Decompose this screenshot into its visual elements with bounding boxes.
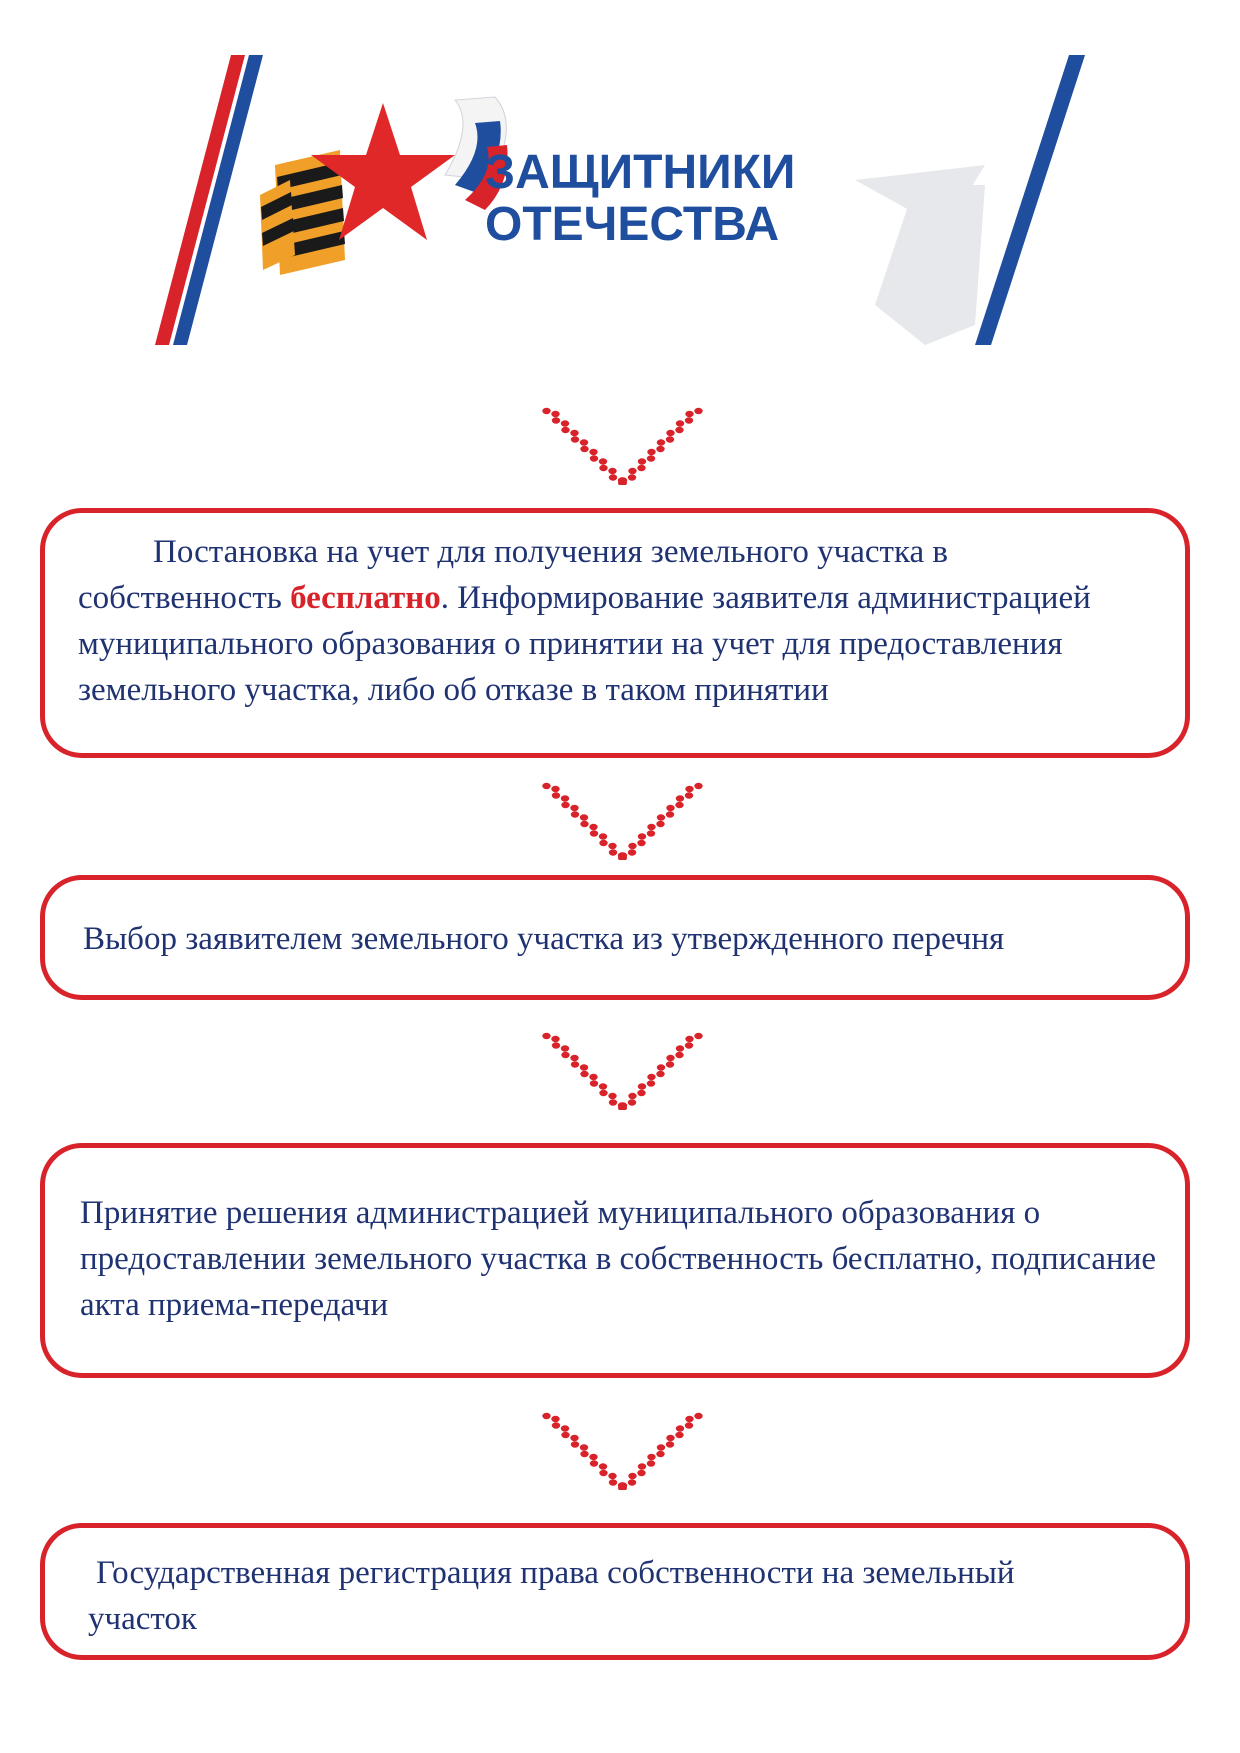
chevron-dot (637, 1090, 645, 1096)
chevron-dot (589, 1074, 597, 1080)
chevron-dot (666, 805, 674, 811)
chevron-dot (685, 1422, 693, 1428)
chevron-dot (666, 430, 674, 436)
chevron-dot (685, 417, 693, 423)
chevron-dot (561, 427, 569, 433)
chevron-dot (657, 814, 665, 820)
chevron-dot (628, 1099, 636, 1105)
left-blue-stripe (173, 55, 263, 345)
chevron-dot (571, 436, 579, 442)
chevron-dot (675, 1052, 683, 1058)
chevron-dot (580, 1064, 588, 1070)
chevron-dot (580, 1071, 588, 1077)
chevron-dot (609, 474, 617, 480)
chevron-dot (570, 805, 578, 811)
step-1-highlight: бесплатно (290, 580, 441, 616)
chevron-dot (656, 821, 664, 827)
chevron-dot (599, 1463, 607, 1469)
step-3-text: Принятие решения администрацией муниципального образования о предоставлении земельного участка в собственность бесплатно, подписание акта приема-передачи (80, 1195, 1157, 1323)
chevron-dot (657, 1064, 665, 1070)
chevron-dot (599, 840, 607, 846)
chevron-dot (685, 1042, 693, 1048)
chevron-dot (676, 420, 684, 426)
chevron-dot (694, 783, 702, 789)
chevron-dot (570, 1055, 578, 1061)
chevron-dot (552, 792, 560, 798)
logo-banner (155, 55, 1090, 345)
chevron-dot (628, 474, 636, 480)
chevron-dot (542, 408, 550, 414)
chevron-dot (638, 1083, 646, 1089)
chevron-dot (694, 1033, 702, 1039)
chevron-dot (647, 449, 655, 455)
chevron-dot (609, 1099, 617, 1105)
chevron-dot (676, 795, 684, 801)
chevron-dot (685, 1036, 693, 1042)
chevron-dot (656, 1071, 664, 1077)
chevron-dot (608, 468, 616, 474)
chevron-dot (666, 811, 674, 817)
chevron-dot (666, 1061, 674, 1067)
chevron-dot (638, 833, 646, 839)
chevron-dot (542, 1033, 550, 1039)
right-blue-stripe (975, 55, 1085, 345)
chevron-dot (552, 417, 560, 423)
chevron-dot (561, 1425, 569, 1431)
chevron-dot (542, 783, 550, 789)
chevron-dot (580, 814, 588, 820)
chevron-dot (599, 833, 607, 839)
chevron-dot (609, 1479, 617, 1485)
chevron-dot (580, 1451, 588, 1457)
chevron-dot (638, 458, 646, 464)
chevron-dot (657, 1444, 665, 1450)
chevron-dot (580, 439, 588, 445)
chevron-dot (589, 1454, 597, 1460)
chevron-dot (608, 1093, 616, 1099)
chevron-dot (599, 1083, 607, 1089)
chevron-dot (666, 1441, 674, 1447)
chevron-dot (561, 420, 569, 426)
chevron-dot (552, 1422, 560, 1428)
chevron-dot (656, 1451, 664, 1457)
chevron-dot (628, 468, 636, 474)
chevron-dot (551, 1036, 559, 1042)
chevron-dot (590, 1080, 598, 1086)
chevron-dot (676, 1045, 684, 1051)
chevron-dot (647, 1080, 655, 1086)
chevron-dot (570, 430, 578, 436)
chevron-dot (580, 446, 588, 452)
down-chevron-icon (540, 405, 705, 485)
chevron-dot (628, 1479, 636, 1485)
chevron-dot (628, 849, 636, 855)
logo-title-line2: ОТЕЧЕСТВА (485, 198, 780, 251)
chevron-dot (561, 795, 569, 801)
chevron-dot (590, 830, 598, 836)
chevron-dot (675, 427, 683, 433)
chevron-dot (599, 1090, 607, 1096)
chevron-dot (647, 824, 655, 830)
chevron-dot (628, 843, 636, 849)
step-2-text: Выбор заявителем земельного участка из утвержденного перечня (83, 921, 1005, 957)
chevron-dot (675, 802, 683, 808)
chevron-dot (685, 411, 693, 417)
left-red-stripe (155, 55, 245, 345)
chevron-dot (551, 786, 559, 792)
step-box-4 (40, 1523, 1190, 1660)
chevron-dot (694, 1413, 702, 1419)
step-4-text: Государственная регистрация права собственности на земельный участок (88, 1555, 1015, 1637)
chevron-dot (561, 1432, 569, 1438)
chevron-dot (685, 786, 693, 792)
step-1-text: Постановка на учет для получения земельного участка в собственность бесплатно. Информирование заявителя администрацией муниципального образования о принятии на учет для предоставления земельного участка, либо об отказе в таком принятии (78, 534, 1091, 708)
chevron-dot (637, 1470, 645, 1476)
chevron-dot (552, 1042, 560, 1048)
chevron-dot (666, 436, 674, 442)
chevron-dot (666, 1055, 674, 1061)
chevron-dot (675, 1432, 683, 1438)
chevron-dot (685, 1416, 693, 1422)
chevron-dot (638, 1463, 646, 1469)
chevron-dot (590, 455, 598, 461)
chevron-dot (571, 811, 579, 817)
chevron-dot (608, 1473, 616, 1479)
chevron-dot (599, 1470, 607, 1476)
chevron-dot (589, 449, 597, 455)
chevron-dot (656, 446, 664, 452)
logo-title-line1: ЗАЩИТНИКИ (485, 146, 796, 199)
step-box-1 (40, 508, 1190, 758)
chevron-dot (590, 1460, 598, 1466)
chevron-dot (599, 458, 607, 464)
chevron-dot (694, 408, 702, 414)
chevron-dot (637, 840, 645, 846)
chevron-dot (666, 1435, 674, 1441)
down-chevron-icon (540, 780, 705, 860)
chevron-dot (657, 439, 665, 445)
chevron-dot (589, 824, 597, 830)
down-chevron-icon (540, 1410, 705, 1490)
chevron-dot (676, 1425, 684, 1431)
chevron-dot (685, 792, 693, 798)
chevron-dot (551, 1416, 559, 1422)
chevron-dot (609, 849, 617, 855)
chevron-dot (647, 1460, 655, 1466)
chevron-dot (570, 1435, 578, 1441)
chevron-dot (561, 1045, 569, 1051)
chevron-dot (647, 830, 655, 836)
chevron-dot (608, 843, 616, 849)
chevron-dot (647, 1454, 655, 1460)
chevron-dot (580, 821, 588, 827)
step-box-3 (40, 1143, 1190, 1378)
chevron-dot (637, 465, 645, 471)
down-chevron-icon (540, 1030, 705, 1110)
chevron-dot (628, 1473, 636, 1479)
chevron-dot (551, 411, 559, 417)
step-box-2 (40, 875, 1190, 1000)
chevron-dot (580, 1444, 588, 1450)
chevron-dot (599, 465, 607, 471)
chevron-dot (647, 455, 655, 461)
chevron-dot (561, 1052, 569, 1058)
chevron-dot (571, 1061, 579, 1067)
chevron-dot (571, 1441, 579, 1447)
chevron-dot (542, 1413, 550, 1419)
chevron-dot (647, 1074, 655, 1080)
chevron-dot (561, 802, 569, 808)
chevron-dot (628, 1093, 636, 1099)
